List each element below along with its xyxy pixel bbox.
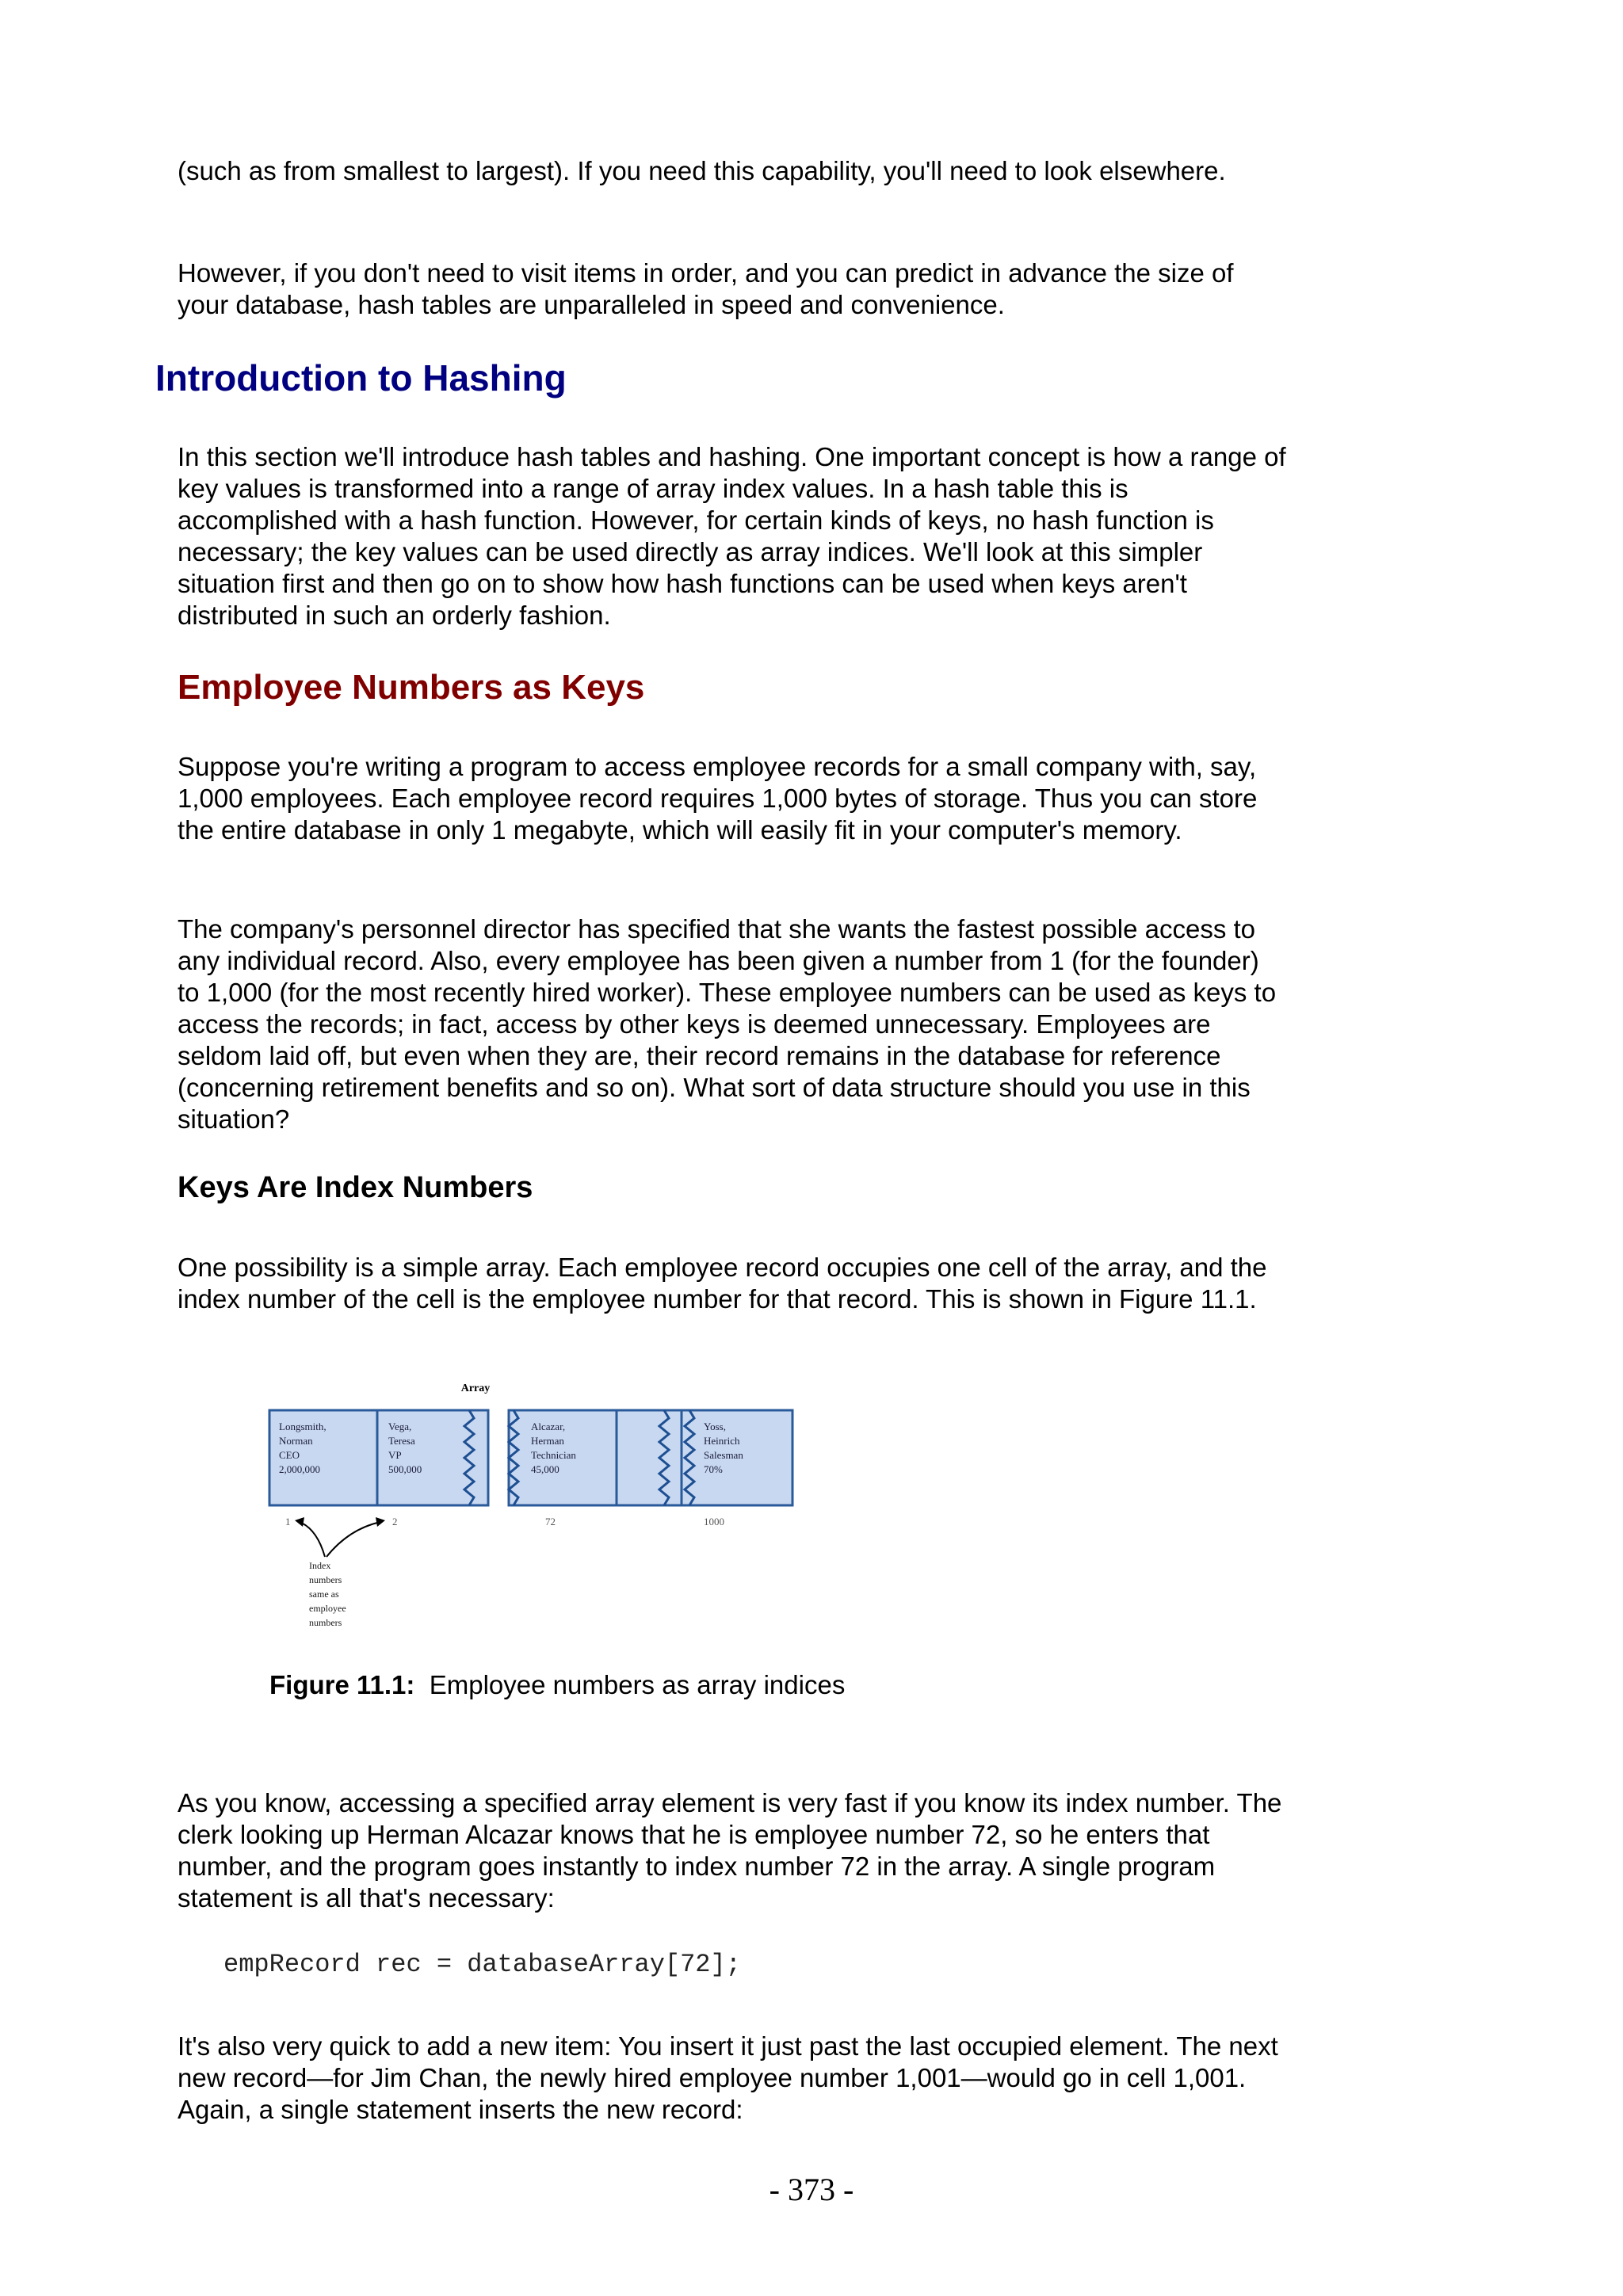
cell-72-line-3: Technician — [531, 1449, 576, 1461]
cell-72-line-1: Alcazar, — [531, 1421, 566, 1432]
arrow-to-index-2 — [327, 1522, 380, 1557]
arrow-to-index-1 — [300, 1522, 325, 1557]
cell-1000-line-3: Salesman — [704, 1449, 743, 1461]
annotation-line-5: numbers — [309, 1617, 342, 1628]
index-label-2: 2 — [392, 1516, 398, 1527]
paragraph-array-access: As you know, accessing a specified array element is very fast if you know its index number. The clerk looking up Herman Alcazar knows that he is employee number 72, so he enters that number, and the program goes instantly to index number 72 in the array. A single program statement is all that's necessary: — [178, 1788, 1282, 1913]
cell-2-line-1: Vega, — [388, 1421, 412, 1432]
arrowhead-1 — [295, 1517, 304, 1527]
heading-introduction-to-hashing: Introduction to Hashing — [155, 357, 567, 399]
caption-text: Employee numbers as array indices — [429, 1670, 846, 1699]
page-number: - 373 - — [769, 2172, 854, 2207]
paragraph-insert-item: It's also very quick to add a new item: You insert it just past the last occupied element. The next new record—for Jim Chan, the newly hired employee number 1,001—would go in cell 1,001. Again, a single statement inserts the new record: — [178, 2031, 1278, 2124]
index-label-72: 72 — [545, 1516, 556, 1527]
cell-1-line-2: Norman — [279, 1435, 313, 1447]
cell-1-line-3: CEO — [279, 1449, 300, 1461]
paragraph-personnel-director: The company's personnel director has specified that she wants the fastest possible access to any individual record. Also, every employee has been given a number from 1 (for the founder) to 1,000 (for the most recently hired worker). These employee numbers can be used as keys to access the records; in fact, access by other keys is deemed unnecessary. Employees are seldom laid off, but even when they are, their record remains in the database for reference (concerning retirement benefits and so on). What sort of data structure should you use in this situation? — [178, 914, 1277, 1134]
heading-keys-are-index-numbers: Keys Are Index Numbers — [178, 1171, 533, 1204]
cell-1000-line-4: 70% — [704, 1463, 723, 1475]
annotation-line-3: same as — [309, 1589, 339, 1600]
cell-2-line-2: Teresa — [388, 1435, 415, 1447]
paragraph-sorting-note: (such as from smallest to largest). If you need this capability, you'll need to look elsewhere. — [178, 156, 1226, 185]
cell-1-line-1: Longsmith, — [279, 1421, 327, 1432]
annotation-line-2: numbers — [309, 1574, 342, 1585]
annotation-line-4: employee — [309, 1603, 346, 1614]
paragraph-employee-records: Suppose you're writing a program to access employee records for a small company with, say, 1,000 employees. Each employee record requires 1,000 bytes of storage. Thus you can store the entire database in only 1 megabyte, which will easily fit in your computer's memory. — [178, 752, 1258, 845]
cell-1-line-4: 2,000,000 — [279, 1463, 320, 1475]
cell-2-line-3: VP — [388, 1449, 402, 1461]
paragraph-simple-array: One possibility is a simple array. Each employee record occupies one cell of the array, and the index number of the cell is the employee number for that record. This is shown in Figure 11.1. — [178, 1253, 1267, 1314]
annotation-line-1: Index — [309, 1560, 331, 1571]
paragraph-hashing-intro: In this section we'll introduce hash tables and hashing. One important concept is how a range of key values is transformed into a range of array index values. In a hash table this is accomplished with a hash function. However, for certain kinds of keys, no hash function is necessary; the key values can be used directly as array indices. We'll look at this simpler situation first and then go on to show how hash functions can be used when keys aren't distributed in such an orderly fashion. — [178, 442, 1286, 630]
cell-1000-line-1: Yoss, — [704, 1421, 726, 1432]
array-title: Array — [460, 1383, 491, 1394]
cell-72-line-2: Herman — [531, 1435, 564, 1447]
paragraph-hash-advantages: However, if you don't need to visit items in order, and you can predict in advance the size of your database, hash tables are unparalleled in speed and convenience. — [178, 258, 1234, 319]
arrowhead-2 — [376, 1517, 385, 1527]
code-snippet-access: empRecord rec = databaseArray[72]; — [223, 1950, 741, 1979]
figure-11-1 — [262, 1375, 800, 1636]
caption-label: Figure 11.1: — [269, 1670, 415, 1699]
figure-caption — [269, 1670, 845, 1700]
heading-employee-numbers: Employee Numbers as Keys — [178, 668, 645, 707]
array-diagram — [262, 1375, 800, 1636]
cell-1000-line-2: Heinrich — [704, 1435, 740, 1447]
annotation-arrows — [295, 1517, 385, 1557]
index-label-1000: 1000 — [704, 1516, 724, 1527]
cell-2-line-4: 500,000 — [388, 1463, 422, 1475]
index-label-1: 1 — [285, 1516, 291, 1527]
cell-72-line-4: 45,000 — [531, 1463, 559, 1475]
